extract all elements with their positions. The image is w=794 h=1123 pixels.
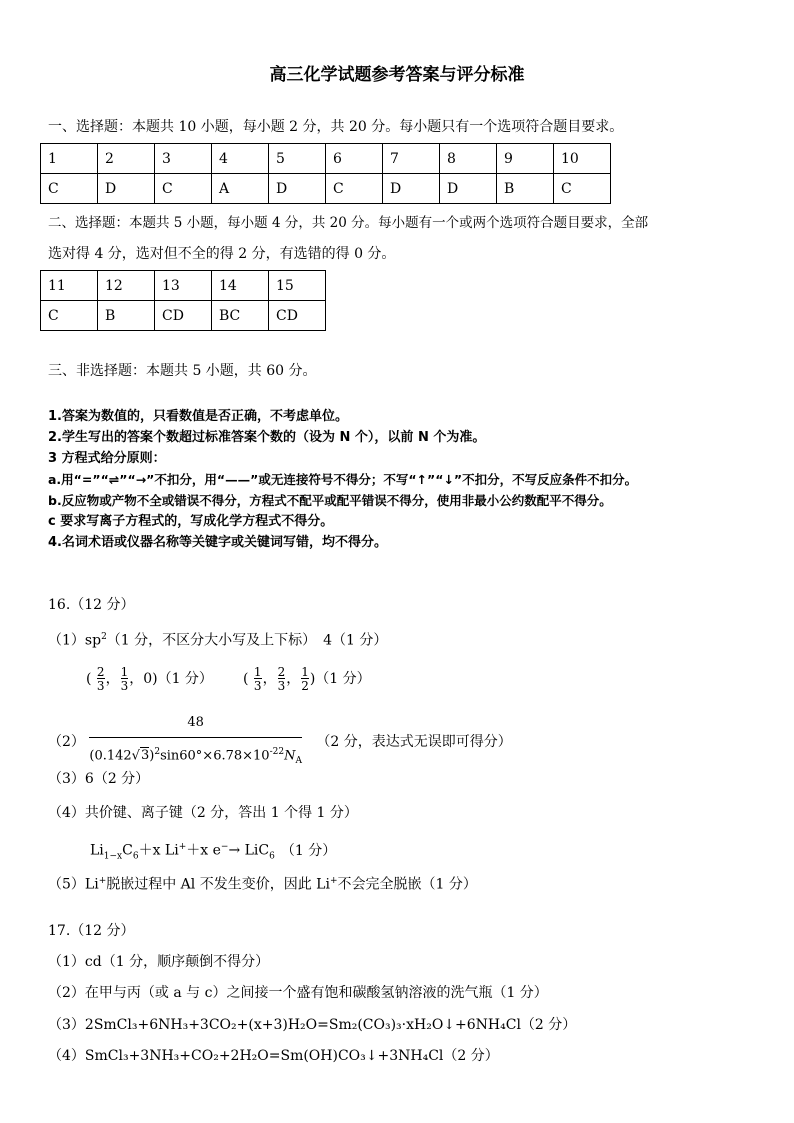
sqrt-radicand: 3	[140, 748, 150, 764]
table-cell: D	[269, 174, 326, 204]
table-cell: C	[41, 174, 98, 204]
numerator: 2	[96, 665, 105, 679]
q16-part5	[48, 872, 477, 894]
fraction	[301, 666, 309, 692]
coordinate-tail: )（1 分）	[309, 671, 371, 687]
text-part: （5）Li	[48, 876, 99, 893]
eq-part: C	[122, 842, 133, 859]
q16-part4: （4）共价键、离子键（2 分，答出 1 个得 1 分）	[48, 805, 358, 821]
q17-part3: （3）2SmCl₃+6NH₃+3CO₂+(x+3)H₂O=Sm₂(CO₃)₃·xH₂O↓+6NH₄Cl（2 分）	[48, 1017, 577, 1033]
comma: ，	[286, 671, 301, 687]
table-row	[41, 174, 611, 204]
numerator: 2	[277, 665, 286, 679]
section2-answer-table	[40, 270, 326, 331]
text-part: 不会完全脱嵌（1 分）	[337, 876, 477, 893]
q16-heading: 16.（12 分）	[48, 597, 135, 613]
fraction	[97, 666, 105, 692]
table-cell: 3	[155, 144, 212, 174]
table-cell: C	[155, 174, 212, 204]
section3-heading: 三、非选择题：本题共 5 小题，共 60 分。	[48, 363, 317, 379]
table-cell: C	[41, 301, 98, 331]
den-part: (0.142	[89, 748, 132, 764]
paren: (	[243, 671, 249, 687]
superscript: 2	[101, 632, 107, 642]
q16-coordinate-2	[243, 664, 371, 694]
superscript: +	[98, 876, 107, 886]
table-cell: 6	[326, 144, 383, 174]
grading-rule-2: 2.学生写出的答案个数超过标准答案个数的（设为 N 个），以前 N 个为准。	[48, 430, 486, 445]
q17-heading: 17.（12 分）	[48, 923, 135, 939]
q17-part1: （1）cd（1 分，顺序颠倒不得分）	[48, 954, 270, 970]
table-cell: 8	[440, 144, 497, 174]
superscript: +	[329, 876, 338, 886]
q17-part4: （4）SmCl₃+3NH₃+CO₂+2H₂O=Sm(OH)CO₃↓+3NH₄Cl（2 分）	[48, 1048, 499, 1064]
grading-rule-3a: a.用“=”“⇌”“→”不扣分，用“——”或无连接符号不得分；不写“↑”“↓”不扣分，不写反应条件不扣分。	[48, 472, 638, 487]
denominator: 2	[301, 679, 309, 693]
q16-part2-note: （2 分，表达式无误即可得分）	[316, 733, 512, 750]
q16-equation	[90, 838, 336, 865]
table-cell: B	[98, 301, 155, 331]
denominator: 3	[96, 679, 105, 693]
table-cell: 7	[383, 144, 440, 174]
numerator: 1	[301, 665, 309, 679]
table-cell: D	[383, 174, 440, 204]
avogadro-symbol: N	[284, 748, 296, 764]
table-row	[41, 271, 326, 301]
table-cell: CD	[155, 301, 212, 331]
section2-heading-line2: 选对得 4 分，选对但不全的得 2 分，有选错的得 0 分。	[48, 246, 396, 262]
fraction	[254, 666, 262, 692]
denominator: 3	[277, 679, 286, 693]
superscript: 2	[154, 747, 161, 757]
q16-part1-rest: （1 分，不区分大小写及上下标） 4（1 分）	[106, 632, 388, 649]
section1-answer-table	[40, 143, 611, 204]
page-title: 高三化学试题参考答案与评分标准	[269, 65, 525, 85]
subscript: 1−x	[103, 851, 123, 862]
section1-heading: 一、选择题：本题共 10 小题，每小题 2 分，共 20 分。每小题只有一个选项符合题目要求。	[48, 119, 624, 135]
table-cell: 15	[269, 271, 326, 301]
table-cell: 10	[554, 144, 611, 174]
table-cell: 5	[269, 144, 326, 174]
table-cell: C	[554, 174, 611, 204]
subscript: A	[295, 755, 302, 766]
table-cell: BC	[212, 301, 269, 331]
table-row	[41, 301, 326, 331]
numerator: 1	[120, 665, 129, 679]
q17-part2: （2）在甲与丙（或 a 与 c）之间接一个盛有饱和碳酸氢钠溶液的洗气瓶（1 分）	[48, 985, 548, 1001]
table-cell: 12	[98, 271, 155, 301]
superscript: −	[220, 842, 229, 852]
grading-rule-3c: c 要求写离子方程式的，写成化学方程式不得分。	[48, 514, 334, 529]
eq-part: ＋x e	[186, 842, 221, 859]
table-cell: 9	[497, 144, 554, 174]
q16-coordinate-1	[86, 664, 213, 694]
table-row	[41, 144, 611, 174]
subscript: 6	[132, 851, 139, 862]
sqrt-icon: √	[131, 748, 140, 764]
table-cell: C	[326, 174, 383, 204]
section2-heading-line1: 二、选择题：本题共 5 小题，每小题 4 分，共 20 分。每小题有一个或两个选项符合题目要求，全部	[48, 215, 649, 231]
eq-part: Li	[90, 842, 104, 859]
q16-part2	[48, 712, 512, 772]
part-label: （2）	[48, 733, 85, 750]
density-expression	[89, 712, 302, 772]
eq-part: ＋x Li	[138, 842, 179, 859]
table-cell: CD	[269, 301, 326, 331]
denominator	[89, 737, 302, 772]
comma: ，	[105, 671, 120, 687]
den-part: sin60°×6.78×10	[160, 748, 270, 764]
q16-part3: （3）6（2 分）	[48, 771, 150, 787]
table-cell: A	[212, 174, 269, 204]
eq-part: （1 分）	[280, 842, 337, 859]
numerator: 1	[253, 665, 262, 679]
superscript: +	[178, 842, 187, 852]
grading-rule-1: 1.答案为数值的，只看数值是否正确，不考虑单位。	[48, 409, 348, 424]
den-part: )	[149, 748, 155, 764]
numerator: 48	[187, 715, 204, 730]
denominator: 3	[120, 679, 129, 693]
comma: ，	[262, 671, 277, 687]
grading-rule-3: 3 方程式给分原则：	[48, 451, 166, 466]
text-part: 脱嵌过程中 Al 不发生变价，因此 Li	[106, 876, 330, 893]
table-cell: 2	[98, 144, 155, 174]
paren: (	[86, 671, 92, 687]
subscript: 6	[269, 851, 275, 862]
eq-part: → LiC	[228, 842, 270, 859]
grading-rule-4: 4.名词术语或仪器名称等关键字或关键词写错，均不得分。	[48, 535, 387, 550]
q16-part1	[48, 628, 387, 650]
table-cell: 1	[41, 144, 98, 174]
fraction	[278, 666, 286, 692]
superscript: -22	[269, 747, 285, 757]
grading-rule-3b: b.反应物或产物不全或错误不得分，方程式不配平或配平错误不得分，使用非最小公约数配平不得分。	[48, 493, 612, 508]
table-cell: D	[98, 174, 155, 204]
table-cell: 14	[212, 271, 269, 301]
table-cell: 4	[212, 144, 269, 174]
q16-part1-prefix: （1）sp	[48, 632, 102, 649]
denominator: 3	[253, 679, 262, 693]
fraction	[121, 666, 129, 692]
table-cell: 13	[155, 271, 212, 301]
table-cell: 11	[41, 271, 98, 301]
table-cell: B	[497, 174, 554, 204]
table-cell: D	[440, 174, 497, 204]
coordinate-tail: ，0)（1 分）	[129, 671, 213, 687]
